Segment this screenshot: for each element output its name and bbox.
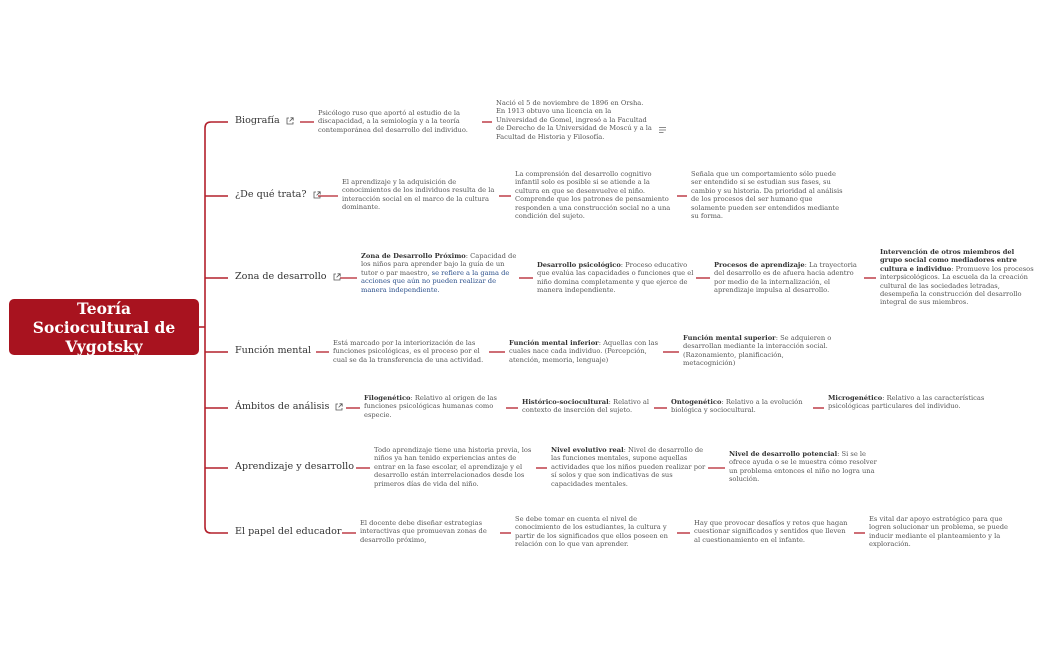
subtopic-node[interactable] xyxy=(522,398,652,415)
subtopic-text: Todo aprendizaje tiene una historia previa, los niños ya han tenido experiencias antes de entrar en la fase escolar, el aprendizaje y el desarrollo están interrelacionados desde los primeros días de vida del niño. xyxy=(374,446,532,488)
subtopic-text: : Se adquieren o desarrollan mediante la interacción social. (Razonamiento, planificación, metacognición) xyxy=(683,334,832,368)
branch-connector xyxy=(205,527,228,533)
subtopic-node[interactable] xyxy=(671,398,811,415)
subtopic-term: Histórico-sociocultural xyxy=(522,398,609,406)
subtopic-term: Desarrollo psicológico xyxy=(537,261,621,269)
branch-topic[interactable] xyxy=(235,401,343,412)
subtopic-text: El docente debe diseñar estrategias interactivas que promuevan zonas de desarrollo próximo, xyxy=(360,519,487,544)
subtopic-text: : Relativo al contexto de inserción del sujeto. xyxy=(522,398,650,415)
branch-label: Función mental xyxy=(235,345,312,356)
subtopic-node[interactable] xyxy=(496,99,654,141)
subtopic-node[interactable] xyxy=(364,394,504,419)
branch-topic[interactable] xyxy=(235,526,341,537)
subtopic-node[interactable] xyxy=(828,394,988,411)
branch-label: Biografía xyxy=(235,115,280,126)
subtopic-node[interactable] xyxy=(683,334,833,368)
subtopic-text: : Relativo a la evolución biológica y sociocultural. xyxy=(671,398,803,415)
branch-label: Ámbitos de análisis xyxy=(235,401,330,412)
external-link-icon[interactable] xyxy=(333,273,341,281)
branch-topic[interactable] xyxy=(235,189,321,200)
subtopic-term: Ontogenético xyxy=(671,398,722,406)
subtopic-node[interactable] xyxy=(729,450,884,484)
subtopic-highlight: se refiere a la gama de acciones que aún no pueden realizar de manera independiente. xyxy=(361,268,510,294)
subtopic-term: Intervención de otros miembros del grupo social como mediadores entre cultura e individuo xyxy=(880,248,1017,273)
subtopic-node[interactable] xyxy=(509,339,661,364)
subtopic-node[interactable] xyxy=(333,339,487,364)
external-link-icon[interactable] xyxy=(313,191,321,199)
subtopic-text: : Nivel de desarrollo de las funciones mentales, supone aquellas actividades que los niños pueden realizar por sí solos y que son indicativas de sus capacidades mentales. xyxy=(551,446,706,488)
subtopic-text: Nació el 5 de noviembre de 1896 en Orsha. En 1913 obtuvo una licencia en la Universidad de Gomel, ingresó a la Facultad de Derecho de la Universidad de Moscú y a la Facultad de Historia y Filosofía. xyxy=(496,99,652,141)
subtopic-text: : Proceso educativo que evalúa las capacidades o funciones que el niño domina completamente y que ejerce de manera independiente. xyxy=(537,261,694,295)
subtopic-node[interactable] xyxy=(691,170,846,220)
subtopic-node[interactable] xyxy=(714,261,862,295)
subtopic-text: Hay que provocar desafíos y retos que hagan cuestionar significados y sentidos que lleven al cuestionamiento en el infante. xyxy=(694,519,848,544)
subtopic-term: Función mental inferior xyxy=(509,339,599,347)
subtopic-node[interactable] xyxy=(551,446,706,488)
subtopic-term: Microgenético xyxy=(828,394,883,402)
subtopic-text: Es vital dar apoyo estratégico para que logren solucionar un problema, se puede inducir mediante el planteamiento y la exploración. xyxy=(869,515,1008,549)
subtopic-text: El aprendizaje y la adquisición de conocimientos de los individuos resulta de la interacción social en el marco de la cultura dominante. xyxy=(342,178,495,212)
subtopic-node[interactable] xyxy=(537,261,694,295)
subtopic-node[interactable] xyxy=(880,248,1034,307)
subtopic-text: : La trayectoria del desarrollo es de afuera hacia adentro por medio de la internalización, el aprendizaje impulsa al desarrollo. xyxy=(714,261,857,295)
subtopic-text: Psicólogo ruso que aportó al estudio de la discapacidad, a la semiología y a la teoría contemporánea del desarrollo del individuo. xyxy=(318,109,468,134)
subtopic-term: Zona de Desarrollo Próximo xyxy=(361,252,466,260)
subtopic-term: Procesos de aprendizaje xyxy=(714,261,805,269)
branch-topic[interactable] xyxy=(235,271,341,282)
notes-icon[interactable] xyxy=(659,118,666,124)
subtopic-term: Nivel evolutivo real xyxy=(551,446,624,454)
branch-label: El papel del educador xyxy=(235,526,342,537)
subtopic-node[interactable] xyxy=(515,515,675,549)
branch-label: Aprendizaje y desarrollo xyxy=(235,461,354,472)
subtopic-text: : Capacidad de los niños para aprender bajo la guía de un tutor o par maestro, xyxy=(361,252,517,277)
subtopic-node[interactable] xyxy=(360,519,498,544)
subtopic-term: Nivel de desarrollo potencial xyxy=(729,450,838,458)
branch-label: ¿De qué trata? xyxy=(235,189,307,200)
external-link-icon[interactable] xyxy=(286,117,294,125)
branch-topic[interactable] xyxy=(235,345,311,356)
branch-label: Zona de desarrollo xyxy=(235,271,327,282)
subtopic-node[interactable] xyxy=(318,109,480,134)
subtopic-text: : Relativo a las características psicológicas particulares del individuo. xyxy=(828,394,985,411)
subtopic-node[interactable] xyxy=(374,446,534,488)
subtopic-text: Señala que un comportamiento sólo puede ser entendido si se estudian sus fases, su cambio y su historia. Da prioridad al análisis de los procesos del ser humano que solamente pueden ser entendidos mediante su forma. xyxy=(691,170,843,221)
branch-topic[interactable] xyxy=(235,461,354,472)
branch-topic[interactable] xyxy=(235,115,294,126)
subtopic-text: Está marcado por la interiorización de las funciones psicológicas, es el proceso por el cual se da la transferencia de una actividad. xyxy=(333,339,484,364)
branch-connector xyxy=(205,122,228,128)
subtopic-node[interactable] xyxy=(694,519,852,544)
subtopic-text: La comprensión del desarrollo cognitivo infantil solo es posible si se atiende a la cultura en que se desenvuelve el niño. Comprende que los patrones de pensamiento responden a una construcción social no a una condición del sujeto. xyxy=(515,170,671,221)
subtopic-text: Se debe tomar en cuenta el nivel de conocimiento de los estudiantes, la cultura y partir de los significados que ellos poseen en relación con lo que van aprender. xyxy=(515,515,668,549)
subtopic-node[interactable] xyxy=(515,170,675,220)
subtopic-term: Función mental superior xyxy=(683,334,776,342)
root-title: Teoría Sociocultural de Vygotsky xyxy=(32,298,176,356)
subtopic-text: : Aquellas con las cuales nace cada individuo. (Percepción, atención, memoria, lenguaje) xyxy=(509,339,659,364)
subtopic-text: : Relativo al origen de las funciones psicológicas humanas como especie. xyxy=(364,394,497,419)
subtopic-node[interactable] xyxy=(342,178,497,212)
subtopic-node[interactable] xyxy=(361,252,517,294)
external-link-icon[interactable] xyxy=(335,403,343,411)
subtopic-text: : Promueve los procesos interpsicológicos. La escuela da la creación cultural de las sociedades letradas, desempeña la construcción del desarrollo integral de sus miembros. xyxy=(880,264,1034,307)
subtopic-node[interactable] xyxy=(869,515,1019,549)
subtopic-text: : Si se le ofrece ayuda o se le muestra cómo resolver un problema entonces el niño no logra una solución. xyxy=(729,450,877,484)
root-topic[interactable] xyxy=(9,299,199,355)
subtopic-term: Filogenético xyxy=(364,394,411,402)
